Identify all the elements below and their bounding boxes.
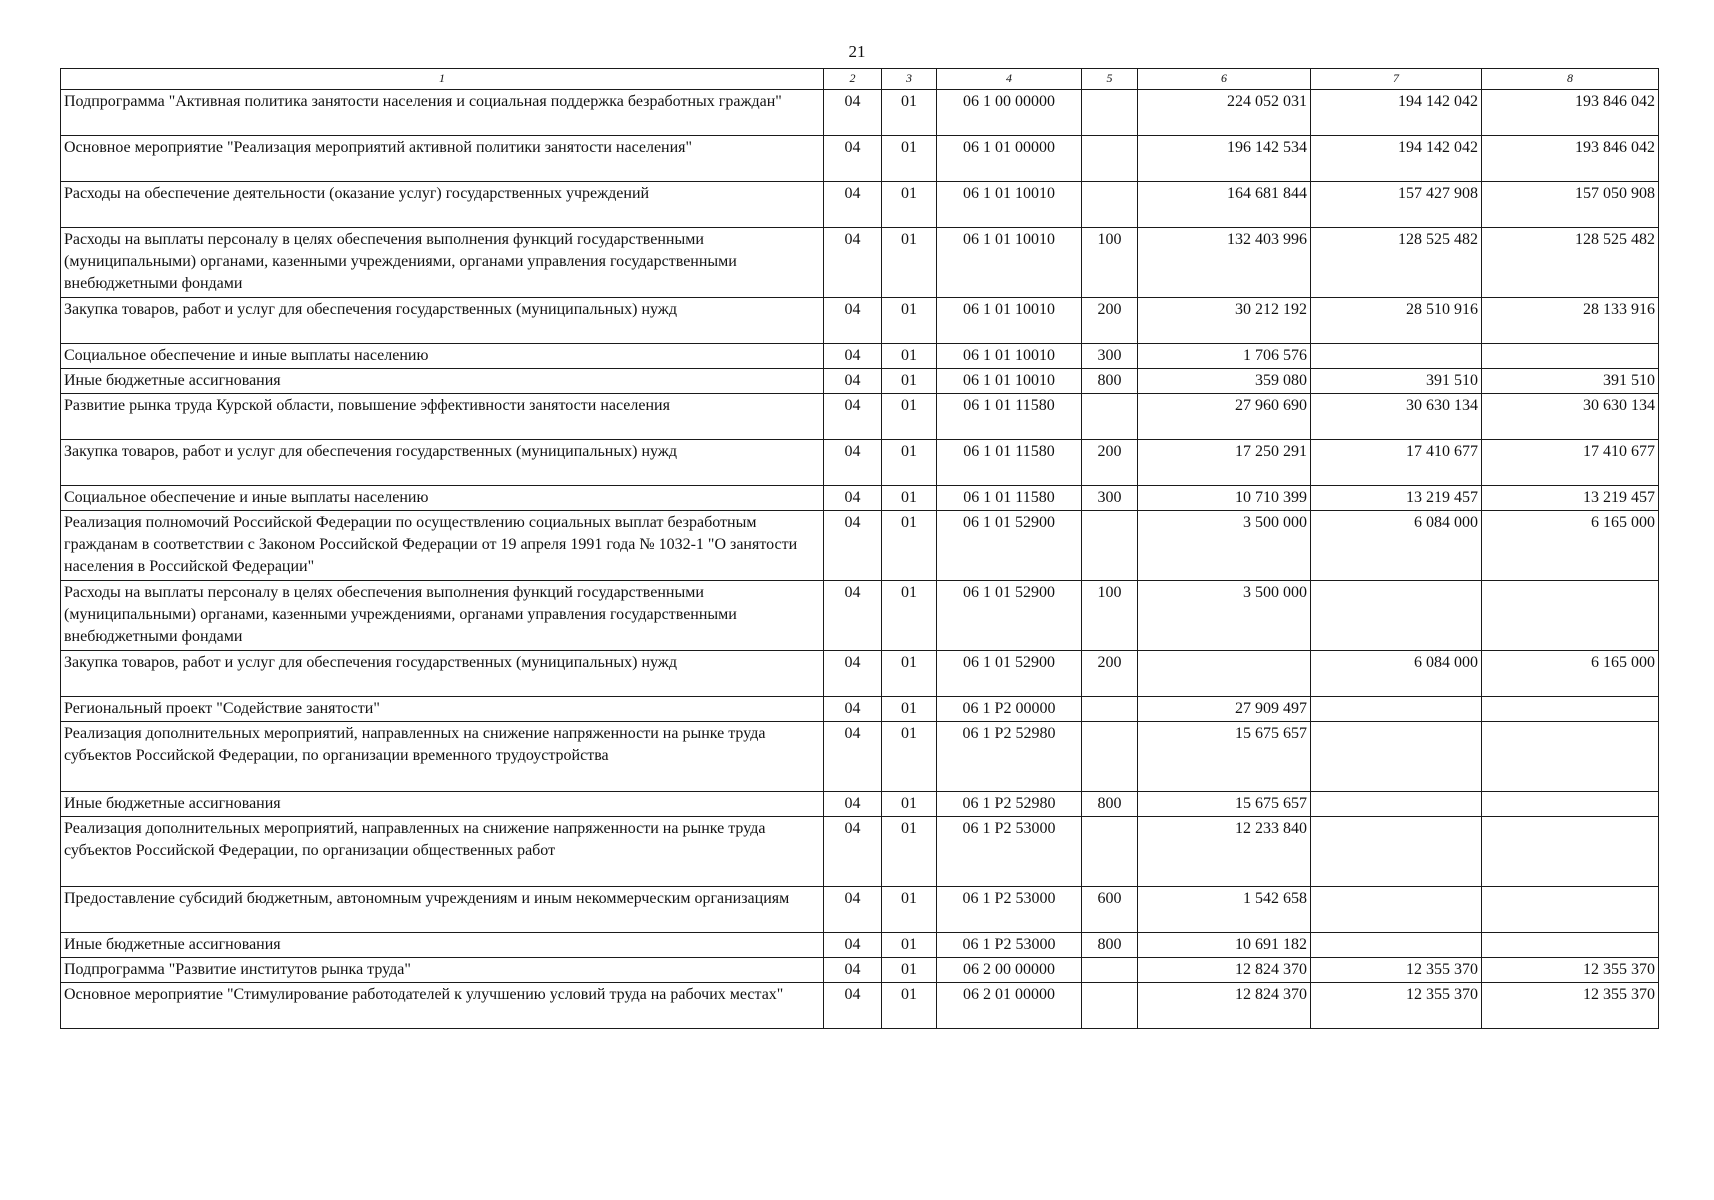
table-row: [61, 933, 1659, 958]
expense-type-code: [1082, 697, 1138, 722]
amount-col-8: 6 165 000: [1482, 511, 1659, 581]
amount-col-7: [1311, 344, 1482, 369]
amount-col-8: [1482, 792, 1659, 817]
expense-type-code: [1082, 983, 1138, 1029]
subsection-code: 01: [882, 440, 937, 486]
section-code: 04: [824, 440, 882, 486]
table-row: [61, 983, 1659, 1029]
expense-type-code: 800: [1082, 369, 1138, 394]
subsection-code: 01: [882, 933, 937, 958]
subsection-code: 01: [882, 486, 937, 511]
expense-type-code: 200: [1082, 651, 1138, 697]
target-article-code: 06 1 P2 53000: [937, 933, 1082, 958]
amount-col-8: [1482, 817, 1659, 887]
amount-col-8: [1482, 887, 1659, 933]
row-name: Основное мероприятие "Стимулирование работодателей к улучшению условий труда на рабочих местах": [61, 983, 824, 1029]
row-name: Расходы на обеспечение деятельности (оказание услуг) государственных учреждений: [61, 182, 824, 228]
subsection-code: 01: [882, 581, 937, 651]
target-article-code: 06 1 01 11580: [937, 394, 1082, 440]
table-row: [61, 369, 1659, 394]
section-code: 04: [824, 887, 882, 933]
row-name: Реализация полномочий Российской Федерации по осуществлению социальных выплат безработным гражданам в соответствии с Законом Российской Федерации от 19 апреля 1991 года № 1032-1 "О занятости населения в Российской Федерации": [61, 511, 824, 581]
expense-type-code: [1082, 722, 1138, 792]
amount-col-6: 132 403 996: [1138, 228, 1311, 298]
expense-type-code: 300: [1082, 486, 1138, 511]
amount-col-6: [1138, 651, 1311, 697]
target-article-code: 06 2 01 00000: [937, 983, 1082, 1029]
row-name: Реализация дополнительных мероприятий, направленных на снижение напряженности на рынке труда субъектов Российской Федерации, по организации временного трудоустройства: [61, 722, 824, 792]
amount-col-6: 164 681 844: [1138, 182, 1311, 228]
subsection-code: 01: [882, 136, 937, 182]
amount-col-6: 15 675 657: [1138, 792, 1311, 817]
target-article-code: 06 1 01 10010: [937, 228, 1082, 298]
amount-col-8: [1482, 581, 1659, 651]
section-code: 04: [824, 369, 882, 394]
table-row: [61, 958, 1659, 983]
amount-col-6: 224 052 031: [1138, 90, 1311, 136]
amount-col-7: 157 427 908: [1311, 182, 1482, 228]
column-number-row: [61, 69, 1659, 90]
expense-type-code: [1082, 90, 1138, 136]
target-article-code: 06 1 P2 53000: [937, 887, 1082, 933]
table-row: [61, 722, 1659, 792]
subsection-code: 01: [882, 369, 937, 394]
expense-type-code: [1082, 182, 1138, 228]
expense-type-code: [1082, 511, 1138, 581]
expense-type-code: [1082, 136, 1138, 182]
section-code: 04: [824, 933, 882, 958]
target-article-code: 06 1 01 10010: [937, 369, 1082, 394]
amount-col-6: 359 080: [1138, 369, 1311, 394]
expense-type-code: 200: [1082, 298, 1138, 344]
table-row: [61, 90, 1659, 136]
column-number: 5: [1082, 69, 1138, 90]
table-row: [61, 440, 1659, 486]
column-number: 4: [937, 69, 1082, 90]
amount-col-6: 12 233 840: [1138, 817, 1311, 887]
row-name: Социальное обеспечение и иные выплаты населению: [61, 486, 824, 511]
page-number: 21: [848, 42, 866, 61]
expense-type-code: 100: [1082, 581, 1138, 651]
amount-col-7: [1311, 581, 1482, 651]
amount-col-6: 17 250 291: [1138, 440, 1311, 486]
section-code: 04: [824, 344, 882, 369]
table-row: [61, 651, 1659, 697]
section-code: 04: [824, 697, 882, 722]
amount-col-8: [1482, 933, 1659, 958]
amount-col-8: 157 050 908: [1482, 182, 1659, 228]
table-row: [61, 136, 1659, 182]
subsection-code: 01: [882, 511, 937, 581]
amount-col-8: [1482, 722, 1659, 792]
amount-col-6: 12 824 370: [1138, 958, 1311, 983]
amount-col-6: 12 824 370: [1138, 983, 1311, 1029]
table-row: [61, 344, 1659, 369]
subsection-code: 01: [882, 697, 937, 722]
target-article-code: 06 1 P2 00000: [937, 697, 1082, 722]
subsection-code: 01: [882, 90, 937, 136]
amount-col-7: 28 510 916: [1311, 298, 1482, 344]
table-row: [61, 394, 1659, 440]
amount-col-6: 30 212 192: [1138, 298, 1311, 344]
expense-type-code: [1082, 394, 1138, 440]
section-code: 04: [824, 511, 882, 581]
amount-col-7: 12 355 370: [1311, 983, 1482, 1029]
amount-col-8: 12 355 370: [1482, 958, 1659, 983]
amount-col-8: 391 510: [1482, 369, 1659, 394]
amount-col-6: 27 960 690: [1138, 394, 1311, 440]
amount-col-7: 17 410 677: [1311, 440, 1482, 486]
section-code: 04: [824, 651, 882, 697]
amount-col-8: 13 219 457: [1482, 486, 1659, 511]
amount-col-7: 128 525 482: [1311, 228, 1482, 298]
row-name: Иные бюджетные ассигнования: [61, 369, 824, 394]
row-name: Закупка товаров, работ и услуг для обеспечения государственных (муниципальных) нужд: [61, 440, 824, 486]
amount-col-6: 196 142 534: [1138, 136, 1311, 182]
expense-type-code: 300: [1082, 344, 1138, 369]
target-article-code: 06 1 01 10010: [937, 182, 1082, 228]
column-number: 2: [824, 69, 882, 90]
subsection-code: 01: [882, 344, 937, 369]
row-name: Реализация дополнительных мероприятий, направленных на снижение напряженности на рынке труда субъектов Российской Федерации, по организации общественных работ: [61, 817, 824, 887]
amount-col-7: 6 084 000: [1311, 651, 1482, 697]
section-code: 04: [824, 817, 882, 887]
section-code: 04: [824, 182, 882, 228]
row-name: Подпрограмма "Развитие институтов рынка труда": [61, 958, 824, 983]
target-article-code: 06 1 01 52900: [937, 651, 1082, 697]
amount-col-7: 30 630 134: [1311, 394, 1482, 440]
target-article-code: 06 1 P2 52980: [937, 792, 1082, 817]
amount-col-7: 391 510: [1311, 369, 1482, 394]
table-row: [61, 581, 1659, 651]
amount-col-8: 30 630 134: [1482, 394, 1659, 440]
row-name: Расходы на выплаты персоналу в целях обеспечения выполнения функций государственными (муниципальными) органами, казенными учреждениями, органами управления государственными внебюджетными фондами: [61, 581, 824, 651]
amount-col-7: [1311, 697, 1482, 722]
row-name: Региональный проект "Содействие занятости": [61, 697, 824, 722]
expense-type-code: 800: [1082, 792, 1138, 817]
target-article-code: 06 1 01 10010: [937, 344, 1082, 369]
expense-type-code: 600: [1082, 887, 1138, 933]
subsection-code: 01: [882, 651, 937, 697]
table-row: [61, 486, 1659, 511]
amount-col-6: 15 675 657: [1138, 722, 1311, 792]
amount-col-6: 27 909 497: [1138, 697, 1311, 722]
amount-col-6: 1 542 658: [1138, 887, 1311, 933]
amount-col-7: 194 142 042: [1311, 136, 1482, 182]
section-code: 04: [824, 792, 882, 817]
amount-col-7: 13 219 457: [1311, 486, 1482, 511]
table-row: [61, 182, 1659, 228]
column-number: 6: [1138, 69, 1311, 90]
amount-col-8: 28 133 916: [1482, 298, 1659, 344]
subsection-code: 01: [882, 958, 937, 983]
amount-col-7: 6 084 000: [1311, 511, 1482, 581]
target-article-code: 06 1 01 00000: [937, 136, 1082, 182]
subsection-code: 01: [882, 722, 937, 792]
row-name: Социальное обеспечение и иные выплаты населению: [61, 344, 824, 369]
amount-col-8: 6 165 000: [1482, 651, 1659, 697]
table-row: [61, 228, 1659, 298]
row-name: Иные бюджетные ассигнования: [61, 933, 824, 958]
amount-col-7: [1311, 817, 1482, 887]
target-article-code: 06 1 P2 52980: [937, 722, 1082, 792]
expense-type-code: [1082, 817, 1138, 887]
subsection-code: 01: [882, 394, 937, 440]
table-body: [61, 90, 1659, 1029]
amount-col-7: [1311, 792, 1482, 817]
column-number: 1: [61, 69, 824, 90]
amount-col-8: [1482, 344, 1659, 369]
subsection-code: 01: [882, 887, 937, 933]
column-number: 8: [1482, 69, 1659, 90]
row-name: Предоставление субсидий бюджетным, автономным учреждениям и иным некоммерческим организациям: [61, 887, 824, 933]
row-name: Закупка товаров, работ и услуг для обеспечения государственных (муниципальных) нужд: [61, 651, 824, 697]
section-code: 04: [824, 394, 882, 440]
subsection-code: 01: [882, 983, 937, 1029]
amount-col-7: [1311, 887, 1482, 933]
target-article-code: 06 1 01 11580: [937, 486, 1082, 511]
target-article-code: 06 2 00 00000: [937, 958, 1082, 983]
section-code: 04: [824, 298, 882, 344]
amount-col-8: 17 410 677: [1482, 440, 1659, 486]
row-name: Развитие рынка труда Курской области, повышение эффективности занятости населения: [61, 394, 824, 440]
amount-col-8: 193 846 042: [1482, 136, 1659, 182]
target-article-code: 06 1 01 10010: [937, 298, 1082, 344]
section-code: 04: [824, 958, 882, 983]
section-code: 04: [824, 581, 882, 651]
expense-type-code: [1082, 958, 1138, 983]
row-name: Подпрограмма "Активная политика занятости населения и социальная поддержка безработных граждан": [61, 90, 824, 136]
column-number: 3: [882, 69, 937, 90]
table-row: [61, 298, 1659, 344]
table-row: [61, 511, 1659, 581]
amount-col-7: [1311, 933, 1482, 958]
expense-type-code: 200: [1082, 440, 1138, 486]
target-article-code: 06 1 00 00000: [937, 90, 1082, 136]
section-code: 04: [824, 983, 882, 1029]
expense-type-code: 800: [1082, 933, 1138, 958]
amount-col-6: 3 500 000: [1138, 581, 1311, 651]
table-row: [61, 817, 1659, 887]
amount-col-6: 10 691 182: [1138, 933, 1311, 958]
amount-col-8: 12 355 370: [1482, 983, 1659, 1029]
column-number: 7: [1311, 69, 1482, 90]
amount-col-8: 128 525 482: [1482, 228, 1659, 298]
section-code: 04: [824, 722, 882, 792]
amount-col-6: 3 500 000: [1138, 511, 1311, 581]
target-article-code: 06 1 01 52900: [937, 511, 1082, 581]
amount-col-6: 1 706 576: [1138, 344, 1311, 369]
amount-col-7: [1311, 722, 1482, 792]
row-name: Закупка товаров, работ и услуг для обеспечения государственных (муниципальных) нужд: [61, 298, 824, 344]
amount-col-6: 10 710 399: [1138, 486, 1311, 511]
subsection-code: 01: [882, 228, 937, 298]
subsection-code: 01: [882, 298, 937, 344]
subsection-code: 01: [882, 182, 937, 228]
section-code: 04: [824, 136, 882, 182]
row-name: Основное мероприятие "Реализация мероприятий активной политики занятости населения": [61, 136, 824, 182]
table-row: [61, 792, 1659, 817]
subsection-code: 01: [882, 817, 937, 887]
section-code: 04: [824, 486, 882, 511]
amount-col-8: 193 846 042: [1482, 90, 1659, 136]
expense-type-code: 100: [1082, 228, 1138, 298]
row-name: Расходы на выплаты персоналу в целях обеспечения выполнения функций государственными (муниципальными) органами, казенными учреждениями, органами управления государственными внебюджетными фондами: [61, 228, 824, 298]
table-row: [61, 887, 1659, 933]
budget-table: [60, 68, 1659, 1029]
row-name: Иные бюджетные ассигнования: [61, 792, 824, 817]
amount-col-7: 12 355 370: [1311, 958, 1482, 983]
target-article-code: 06 1 01 52900: [937, 581, 1082, 651]
subsection-code: 01: [882, 792, 937, 817]
section-code: 04: [824, 90, 882, 136]
target-article-code: 06 1 01 11580: [937, 440, 1082, 486]
amount-col-7: 194 142 042: [1311, 90, 1482, 136]
amount-col-8: [1482, 697, 1659, 722]
table-row: [61, 697, 1659, 722]
target-article-code: 06 1 P2 53000: [937, 817, 1082, 887]
section-code: 04: [824, 228, 882, 298]
